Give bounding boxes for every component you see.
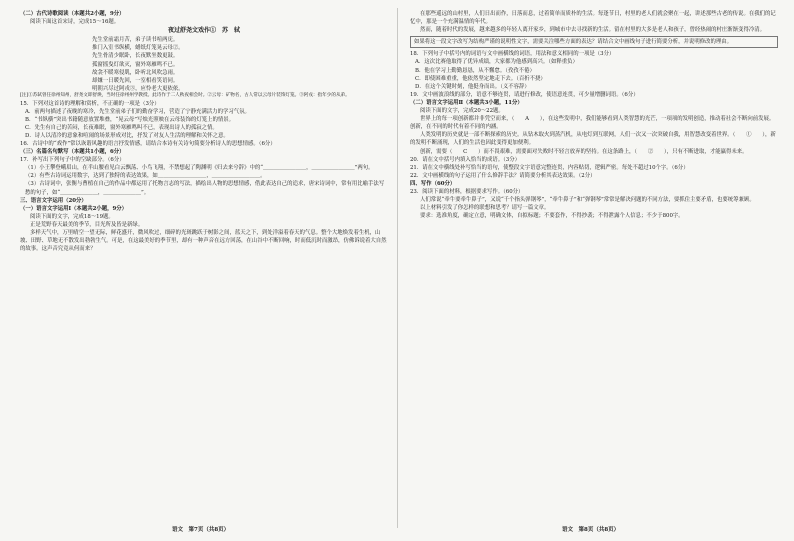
poem-line: 却嫌一日暖先回，一室相看笑语同。 xyxy=(92,77,179,84)
question-17-2: （2）有些古诗词运用数字，达到了独特的表达效果，如＿＿＿＿＿＿＿＿＿，＿＿＿＿＿＿＿＿＿。 xyxy=(25,173,266,180)
poem-title: 夜过舒尧文戏作① 苏 轼 xyxy=(167,27,240,35)
option: B．“书纵横”突出书籍随意放置堆叠，“晃云母”写烛光照映在云母装饰的灯笼上的情景。 xyxy=(25,116,235,123)
question-23: 23．阅读下面的材料，根据要求写作。（60分） xyxy=(410,188,524,195)
question-15: 15．下列对这首诗的理解和赏析，不正确的一项是（3分） xyxy=(20,100,160,107)
question-20: 20．请在文中括号内填入恰当的成语。（3分） xyxy=(410,156,521,163)
passage-paragraph: 多样天气中，万里晴空一望无际，鲜花盛开，微风吹过，细碎的光斑跳跃于树影之间，蓝天之下，到处洋溢着春天的气息。整个大地焕发着生机，山坡、田野、草地无不散发出勃勃生气。可是，在这最美好的季节里，却有一种声音在远方回荡，在山谷中不断回响，时而低沉时而激昂，仿佛诉说着大自然的故事。这声音究竟从何而来？ xyxy=(20,230,387,253)
poem-line: 孤窗摇曳灯欲灭，窗外寒雁鸣不已。 xyxy=(92,61,179,68)
instruction: 阅读下面的文字，完成18～19题。 xyxy=(30,213,114,220)
passage-paragraph: 正是荒野春天最美的季节，目光所及皆是新绿。 xyxy=(30,221,144,228)
question-17-1: （1）小王攀登峨眉山，在半山腰看见白云飘荡、小鸟飞翔，不禁想起了陶渊明《归去来兮辞》中的“＿＿＿＿＿＿＿＿，＿＿＿＿＿＿＿＿”两句。 xyxy=(25,165,374,172)
poem-line: 先生骨清少眠卧，长夜默坐数更鼓。 xyxy=(92,53,179,60)
instruction: 阅读下面这首宋诗，完成15～16题。 xyxy=(30,19,120,26)
option: D．诗人以清冷的意象和喧闹的场景形成对比，抒发了对友人生活的理解和关怀之意。 xyxy=(25,132,229,139)
essay-requirement: 要求：选准角度，确定立意，明确文体，自拟标题；不要套作，不得抄袭；不得泄露个人信息；不少于800字。 xyxy=(420,213,684,220)
poem-line: 推门入室书纵横，蜡纸灯笼晃云母②。 xyxy=(92,45,184,52)
page-divider xyxy=(397,8,398,528)
page-footer-left: 语文 第7页（共8页） xyxy=(172,527,230,533)
section-heading: （二）古代诗歌阅读（本题共2小题，9分） xyxy=(20,11,125,17)
essay-material: 以上材料引发了你怎样的联想和思考？请写一篇文章。 xyxy=(420,205,550,212)
poem-line: 先生堂前霜月苦，弟子读书喧两庑。 xyxy=(92,37,179,44)
poem-note: [注]①苏轼曾任徐州知州，舒尧文即舒焕，当时任徐州州学教授。此诗作于二人秋夜相会时。②云母：矿物名，古人常以云母片装饰灯笼。③阿戎：指年少的从弟。 xyxy=(20,92,350,98)
question-18: 18．下列句子中括号内的词语与文中画横线的词语，用法和意义相同的一项是（3分） xyxy=(410,51,615,58)
poem-body xyxy=(20,36,388,93)
passage-paragraph: 人类发明的历史就是一部不断探索的历史。从钻木取火到蒸汽机，从电灯到互联网，人们一次又一次突破自我，用智慧改变着世界。（ ① ），新的发明不断涌现，人们的生活也因此变得更加便利。 xyxy=(410,132,776,147)
passage-paragraph: 在那些遥远的山村里，人们日出而作，日落而息，过着简单而质朴的生活。每逢节日，村里的老人们就会聚在一起，讲述那些古老的传说。在我们的记忆中，那是一个充满温情的年代。 xyxy=(410,11,776,26)
subsection-heading: （一）语言文字运用Ⅰ（本题共2小题，9分） xyxy=(20,205,128,212)
option: C．先生有自己的苦闷，长夜难眠，窗外寒雁鸣叫不已，表现出诗人的孤寂之情。 xyxy=(25,124,218,131)
option: C．即使困难重重，他依然坚定地走下去。（百折不挠） xyxy=(415,75,546,82)
poem-line: 明朝兴尽过阿戎③，应怜老大更依依。 xyxy=(92,85,184,92)
question-16: 16．古诗中的“戏作”常以诙谐风趣的语言抒发情感，请结合本诗有关诗句简要分析诗人的思想情感。（6分） xyxy=(20,141,276,147)
question-17-3: （3）古诗词中，张衡与曹植在自己的作品中都运用了托物言志的写法，描绘出人物的思想情感，借此表达自己的追求，唐宋诗词中，常有用比喻手法写愁的句子，如“＿＿＿＿＿＿＿，＿＿＿＿＿＿＿”。 xyxy=(25,181,385,196)
boxed-text xyxy=(410,36,778,48)
question-22: 22．文中画横线的句子运用了什么修辞手法？请简要分析其表达效果。（2分） xyxy=(410,172,596,179)
option: D．在这个关键时刻，他挺身而出。（义不容辞） xyxy=(415,83,530,90)
option: B．他在学习上勤勤恳恳，从不懈怠。（孜孜不倦） xyxy=(415,67,535,74)
section-heading: （三）名篇名句默写（本题共1小题，6分） xyxy=(20,149,125,156)
option: A．这次比赛他取得了优异成绩，大家都为他感到高兴。（如释重负） xyxy=(415,59,578,66)
subsection-heading: （二）语言文字运用Ⅱ（本题共3小题，11分） xyxy=(410,99,523,106)
passage-paragraph: 然而，随着时代的发展，越来越多的年轻人离开家乡，到城市中去寻找新的生活。留在村里的大多是老人和孩子，曾经热闹的村庄渐渐变得冷清。 xyxy=(420,27,766,34)
essay-material: 人们常说“牵牛要牵牛鼻子”，又说“千个指头弹钢琴”，“牵牛鼻子”和“弹钢琴”常常是解决问题的不同方法，要抓住主要矛盾，也要统筹兼顾。 xyxy=(420,197,755,204)
question-21: 21．请在文中横线处补写恰当的语句，使整段文字语意完整连贯，内容贴切，逻辑严密。每处不超过10个字。（6分） xyxy=(410,164,689,171)
left-page xyxy=(20,10,388,253)
part-heading: 四、写作（60分） xyxy=(410,180,456,187)
poem-line: 故衾不暖寒侵肌，卧听北风吹急雨。 xyxy=(92,69,179,76)
question-17: 17．补写出下列句子中的空缺部分。（6分） xyxy=(20,157,125,164)
part-heading: 三、语言文字运用（20分） xyxy=(20,197,87,204)
passage-paragraph: 创新，需要（ C ）而不畏艰难，需要面对失败时不轻言放弃的坚持。在这条路上，（ ② ），只有不断进取，才能赢得未来。 xyxy=(420,148,748,155)
question-19: 19．文中画波浪线的部分，语意不够连贯，请进行修改，使语意连贯，可少量增删词语。（6分） xyxy=(410,91,639,98)
instruction: 阅读下面的文字，完成20～22题。 xyxy=(420,108,504,115)
boxed-text-content: 如果将这一段文字改写为结构严谨的说明性文字，需要关注哪些方面的表达？请结合文中画线句子进行简要分析，并说明修改的理由。 xyxy=(414,39,733,46)
passage-paragraph: 世界上的每一项创新都并非凭空而来，（ A ），在这些发明中，我们能够看到人类智慧的光芒，一项项的发明创造，推动着社会不断向前发展。创新，在不同的时代有着不同的内涵。 xyxy=(410,116,775,131)
option: A．前两句描述了夜晚的寒冷，先生堂前弟子们的勤奋学习，营造了宁静充满活力的学习气氛。 xyxy=(25,108,250,115)
page-footer-right: 语文 第8页（共8页） xyxy=(562,527,620,533)
right-page xyxy=(410,10,778,220)
